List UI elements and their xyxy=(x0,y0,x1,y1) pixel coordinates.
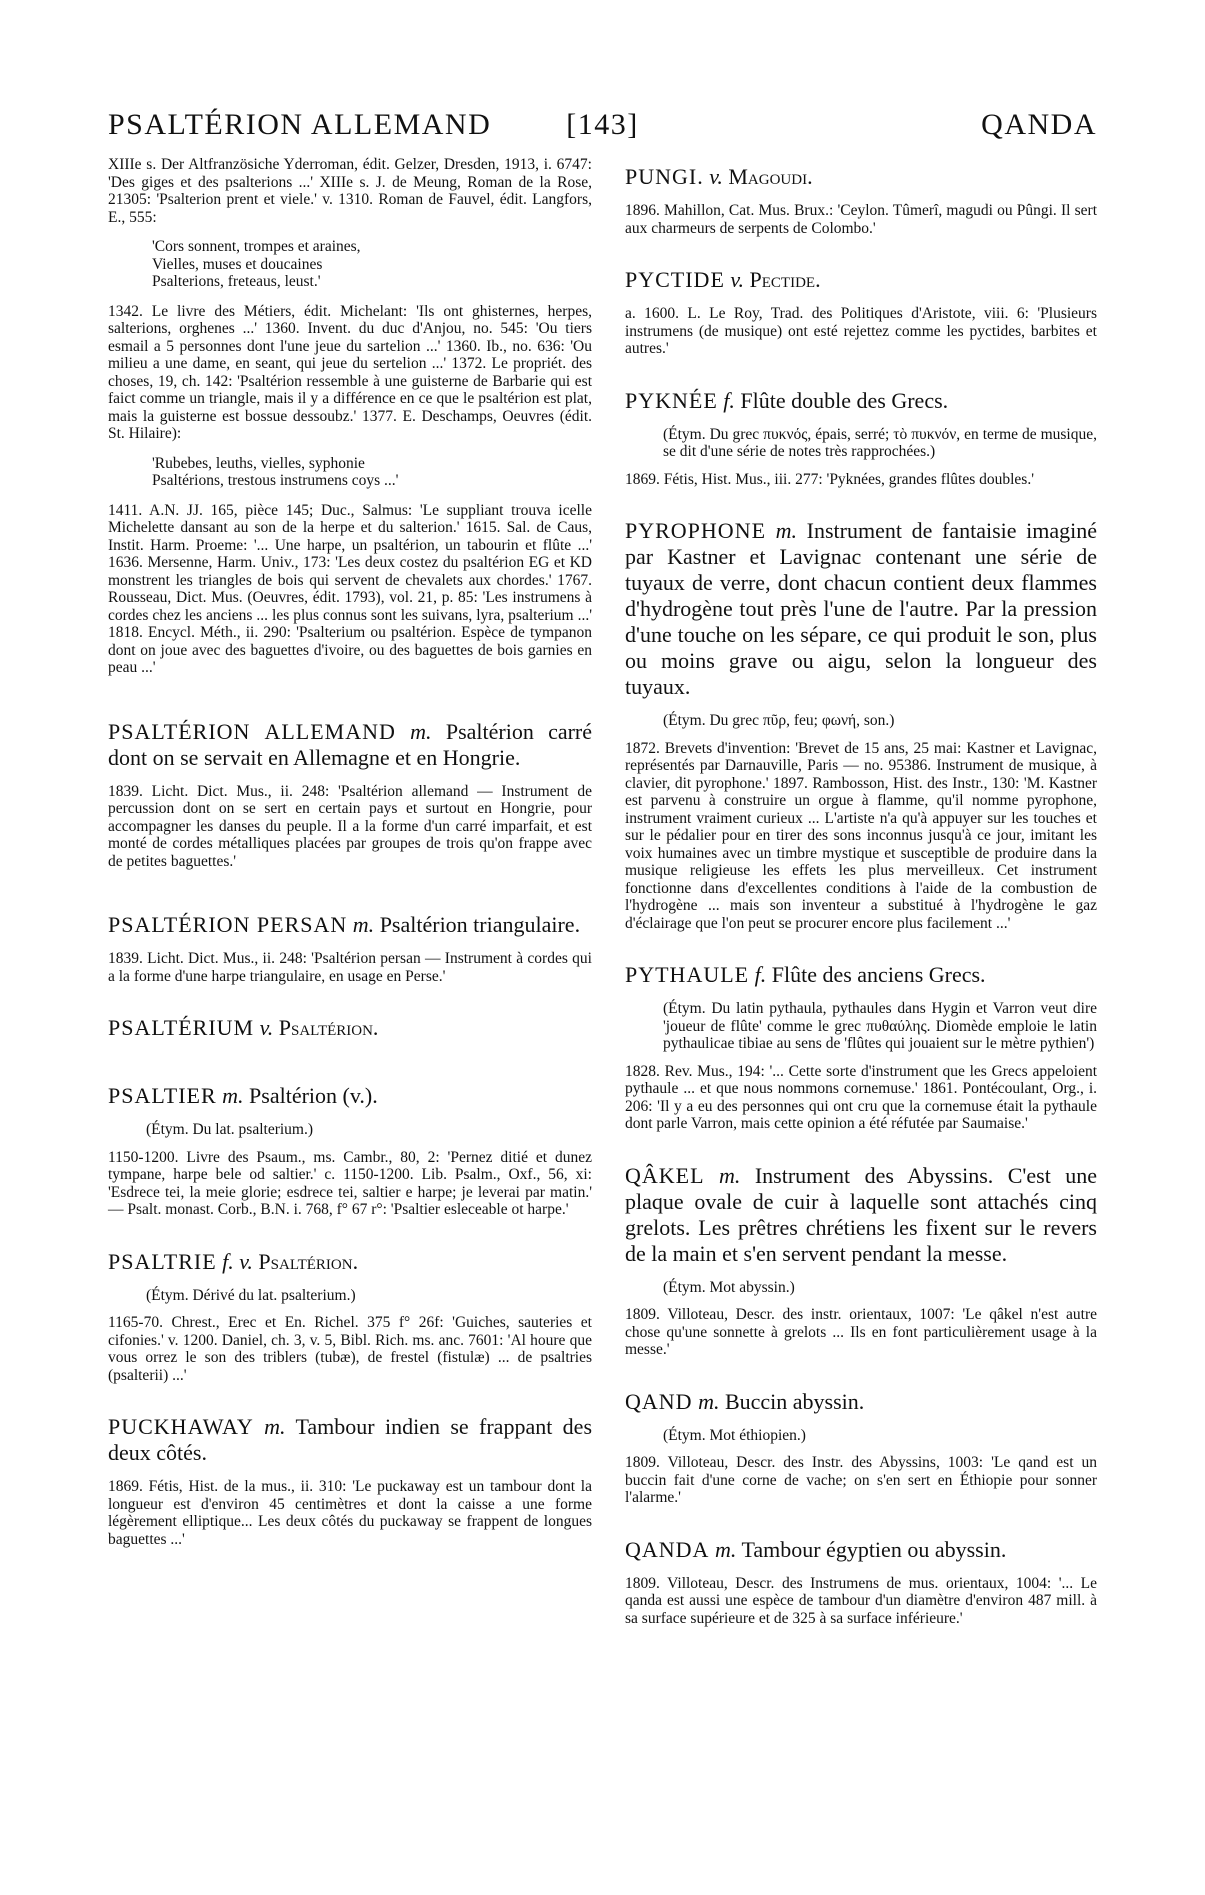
citation: 1869. Fétis, Hist. de la mus., ii. 310: 'Le puckaway est un tambour dont la longueur est d'environ 45 centimètres et dont la caisse a une forme légèrement elliptique... Les deux côtés du puckaway se frappent de longues baguettes ...' xyxy=(108,1478,592,1548)
grammar-label: m. xyxy=(698,1388,720,1414)
running-head xyxy=(108,108,1097,148)
entry-heading xyxy=(625,1389,1097,1415)
grammar-label: v. xyxy=(730,267,745,292)
grammar-label: v. xyxy=(709,164,723,189)
definition: Tambour égyptien ou abyssin. xyxy=(741,1536,1007,1562)
definition: Flûte des anciens Grecs. xyxy=(771,962,986,987)
entry-heading xyxy=(625,164,1097,190)
verse-line: Psalterions, freteaus, leust.' xyxy=(152,273,321,290)
entry-heading xyxy=(625,1163,1097,1267)
headword: PSALTRIE xyxy=(108,1248,217,1274)
grammar-label: v. xyxy=(259,1015,274,1040)
headword: QAND xyxy=(625,1388,693,1414)
entry-pyctide xyxy=(625,267,1097,358)
entry-qakel xyxy=(625,1163,1097,1359)
grammar-label: f. v. xyxy=(222,1248,253,1274)
running-head-left: PSALTÉRION ALLEMAND xyxy=(108,108,492,141)
etymology: (Étym. Mot éthiopien.) xyxy=(663,1426,806,1444)
entry-heading xyxy=(108,1414,592,1466)
cross-reference: Psaltérion. xyxy=(258,1248,359,1274)
grammar-label: m. xyxy=(718,1162,741,1188)
citation: 1809. Villoteau, Descr. des Instr. des Abyssins, 1003: 'Le qand est un buccin fait d'une corne de vache; on s'en sert en Éthiopie pour sonner l'alarme.' xyxy=(625,1454,1097,1506)
cross-reference: Magoudi. xyxy=(728,164,813,189)
entry-heading xyxy=(625,962,1097,988)
headword: PYKNÉE xyxy=(625,387,718,413)
etymology: (Étym. Du lat. psalterium.) xyxy=(146,1121,314,1138)
etymology: (Étym. Mot abyssin.) xyxy=(663,1278,795,1296)
etymology: (Étym. Du latin pythaula, pythaules dans Hygin et Varron veut dire 'joueur de flûte' comme le grec πυθαύλης. Diomède emploie le latin pythaulicae tibiae au sens de 'flûtes qui jouaient sur le mètre pythien') xyxy=(663,1000,1097,1052)
continued-citations-3: 1411. A.N. JJ. 165, pièce 145; Duc., Salmus: 'Le suppliant trouva icelle Michelette dansant au son de la herpe et du salterion.' 1615. Sal. de Caus, Instit. Harm. Proeme: '... Une harpe, un psaltérion, un tabourin et flûte ...' 1636. Mersenne, Harm. Univ., 173: 'Les deux costez du psaltérion EG et KD monstrent les triangles de bois qui servent de chevalets aux chordes.' 1767. Rousseau, Dict. Mus. (Oeuvres, édit. 1793), vol. 21, p. 85: 'Les instrumens à cordes chez les anciens ... les plus connus sont les suivans, lyra, psalterium ...' 1818. Encycl. Méth., ii. 290: 'Psalterium ou psaltérion. Espèce de tympanon dont on joue avec des baguettes d'ivoire, ou des baguettes de bois garnies en peau ...' xyxy=(108,501,592,676)
right-column xyxy=(625,156,1097,1627)
citation: 1828. Rev. Mus., 194: '... Cette sorte d'instrument que les Grecs appeloient pythaule ... et que nous nommons cornemuse.' 1861. Pontécoulant, Org., i. 206: 'Il y a eu des personnes qui ont cru que la cornemuse était la pythaule dont parle Varron, mais cette opinion a été réfutée par Saumaise.' xyxy=(625,1062,1097,1132)
entry-heading xyxy=(625,267,1097,293)
headword: PUCKHAWAY xyxy=(108,1414,254,1439)
cross-reference: Psaltérion. xyxy=(278,1015,379,1040)
etymology: (Étym. Du grec πῦρ, feu; φωνή, son.) xyxy=(663,712,895,729)
continued-citations-1: XIIIe s. Der Altfranzösiche Yderroman, édit. Gelzer, Dresden, 1913, i. 6747: 'Des giges et des psalterions ...' XIIIe s. J. de Meung, Roman de la Rose, 21305: 'Psalterion prent et viele.' v. 1310. Roman de Fauvel, édit. Langfors, E., 555: xyxy=(108,156,592,226)
entry-pyknee xyxy=(625,388,1097,489)
citation: 1872. Brevets d'invention: 'Brevet de 15 ans, 25 mai: Kastner et Lavignac, représentés par Darnauville, Paris — no. 95386. Instrument de musique, à clavier, dit pyrophone.' 1897. Rambosson, Hist. des Instr., 130: 'M. Kastner est parvenu à construire un orgue à flamme, qu'il nomme pyrophone, instrument vraiment curieux ... L'artiste n'a qu'à appuyer sur les touches et sur le pédalier pour en tirer des sons inconnus jusqu'à ce jour, imitant les voix humaines avec un timbre mystique et susceptible de produire dans la musique religieuse les effets les plus merveilleux. Cet instrument fonctionne dans d'excellentes conditions à l'aide de la combustion de l'hydrogène ... mais son inventeur a substitué à l'hydrogène le gaz d'éclairage que l'on peut se procurer encore plus facilement ...' xyxy=(625,739,1097,932)
entry-qanda xyxy=(625,1537,1097,1628)
citation: a. 1600. L. Le Roy, Trad. des Politiques d'Aristote, viii. 6: 'Plusieurs instrumens (de musique) ont esté rejettez comme les pyctides, barbites et autres.' xyxy=(625,305,1097,357)
headword: PYROPHONE xyxy=(625,518,767,543)
definition: Psaltérion (v.). xyxy=(249,1083,378,1108)
grammar-label: m. xyxy=(410,718,432,744)
entry-psalterion-allemand xyxy=(108,719,592,871)
definition: Buccin abyssin. xyxy=(724,1388,865,1414)
citation: 1896. Mahillon, Cat. Mus. Brux.: 'Ceylon. Tûmerî, magudi ou Pûngi. Il sert aux charmeurs de serpents de Colombo.' xyxy=(625,202,1097,237)
definition: Tambour indien se frappant des deux côtés. xyxy=(108,1414,593,1465)
verse-line: 'Rubebes, leuths, vielles, syphonie xyxy=(152,454,365,472)
entry-psaltier xyxy=(108,1083,592,1219)
definition: Instrument des Abyssins. C'est une plaque ovale de cuir à laquelle sont attachés cinq grelots. Les prêtres chrétiens les fixent sur le revers de la main et s'en servent pendant la messe. xyxy=(625,1162,1098,1266)
headword: PYTHAULE xyxy=(625,962,750,987)
grammar-label: m. xyxy=(775,518,798,543)
verse-line: Vielles, muses et doucaines xyxy=(152,255,323,273)
headword: PSALTÉRIUM xyxy=(108,1015,255,1040)
citation: 1869. Fétis, Hist. Mus., iii. 277: 'Pyknées, grandes flûtes doubles.' xyxy=(625,470,1035,488)
grammar-label: m. xyxy=(264,1414,286,1439)
grammar-label: m. xyxy=(714,1536,737,1562)
entry-pythaule xyxy=(625,962,1097,1133)
entry-heading xyxy=(108,912,592,938)
definition: Psaltérion triangulaire. xyxy=(379,912,581,937)
headword: PUNGI. xyxy=(625,164,704,189)
continued-citations-2: 1342. Le livre des Métiers, édit. Michelant: 'Ils ont ghisternes, herpes, salterions, orghenes ...' 1360. Invent. du duc d'Anjou, no. 545: 'Ou tiers esmail a 5 personnes dont l'une jeue du sartelion ...' 1360. Ib., no. 636: 'Ou milieu a une dame, en seant, qui jeue du sertelion ...' 1372. Le propriét. des choses, 19, ch. 142: 'Psaltérion ressemble à une guisterne de Barbarie qui est faict comme un triangle, mais il y a différence en ce que le psaltérion est plat, mais la guisterne est bossue dessoubz.' 1377. E. Deschamps, Oeuvres (édit. St. Hilaire): xyxy=(108,302,592,442)
entry-psalterion-persan xyxy=(108,912,592,985)
verse-line: 'Cors sonnent, trompes et araines, xyxy=(152,238,361,255)
grammar-label: m. xyxy=(222,1083,244,1108)
entry-heading xyxy=(625,518,1097,700)
entry-heading xyxy=(108,719,592,771)
page-number: [143] xyxy=(566,108,639,141)
citation: 1809. Villoteau, Descr. des Instrumens de mus. orientaux, 1004: '... Le qanda est aussi une espèce de tambour d'un diamètre d'environ 487 mill. à sa surface supérieure et de 325 à sa surface inférieure.' xyxy=(625,1574,1097,1627)
etymology: (Étym. Dérivé du lat. psalterium.) xyxy=(146,1286,356,1304)
definition: Instrument de fantaisie imaginé par Kastner et Lavignac contenant une série de tuyaux de verre, dont chacun contient deux flammes d'hydrogène tout près l'une de l'autre. Par la pression d'une touche on les sépare, ce qui produit le son, plus ou moins grave ou aigu, selon la longueur des tuyaux. xyxy=(625,518,1098,699)
headword: PSALTÉRION ALLEMAND xyxy=(108,718,396,744)
entry-puckhaway xyxy=(108,1414,592,1548)
citation: 1150-1200. Livre des Psaum., ms. Cambr., 80, 2: 'Pernez ditié et dunez tympane, harpe bele od saltier.' c. 1150-1200. Lib. Psalm., Oxf., 56, xi: 'Esdrece tei, la meie glorie; esdrece tei, saltier e harpe; je leverai par matin.' — Psalt. monast. Corb., B.N. i. 768, f° 67 r°: 'Psaltier esleceable ot harpe.' xyxy=(108,1148,592,1218)
headword: PSALTIER xyxy=(108,1083,217,1108)
grammar-label: f. xyxy=(754,962,767,987)
running-head-right: QANDA xyxy=(981,108,1097,141)
entry-qand xyxy=(625,1389,1097,1507)
citation: 1839. Licht. Dict. Mus., ii. 248: 'Psaltérion persan — Instrument à cordes qui a la forme d'une harpe triangulaire, en usage en Perse.' xyxy=(108,950,592,985)
entry-heading xyxy=(625,1537,1097,1563)
headword: QÂKEL xyxy=(625,1162,705,1188)
grammar-label: f. xyxy=(723,387,735,413)
entry-heading xyxy=(108,1015,592,1041)
entry-psaltrie xyxy=(108,1249,592,1385)
entry-heading xyxy=(108,1083,592,1109)
entry-heading xyxy=(625,388,1097,414)
cross-reference: Pectide. xyxy=(749,267,821,292)
definition: Flûte double des Grecs. xyxy=(740,387,949,413)
headword: PSALTÉRION PERSAN xyxy=(108,912,348,937)
entry-pyrophone xyxy=(625,518,1097,932)
left-column xyxy=(108,156,592,1548)
citation: 1839. Licht. Dict. Mus., ii. 248: 'Psaltérion allemand — Instrument de percussion dont on se sert en certain pays et surtout en Hongrie, pour accompagner les danses du peuple. Il a la forme d'un carré imparfait, et est monté de cordes métalliques placées par groupes de trois qu'on frappe avec de petites baguettes.' xyxy=(108,782,592,870)
grammar-label: m. xyxy=(352,912,375,937)
entry-heading xyxy=(108,1249,592,1275)
entry-pungi xyxy=(625,164,1097,237)
etymology: (Étym. Du grec πυκνός, épais, serré; τὸ πυκνόν, en terme de musique, se dit d'une série de notes très rapprochées.) xyxy=(663,425,1097,460)
citation: 1809. Villoteau, Descr. des instr. orientaux, 1007: 'Le qâkel n'est autre chose qu'une sonnette à grelots ... Ils en font particulièrement usage à la messe.' xyxy=(625,1306,1097,1358)
verse-line: Psaltérions, trestous instrumens coys ...' xyxy=(152,472,399,489)
definition: Psaltérion carré dont on se servait en Allemagne et en Hongrie. xyxy=(108,718,593,770)
headword: PYCTIDE xyxy=(625,267,725,292)
citation: 1165-70. Chrest., Erec et En. Richel. 375 f° 26f: 'Guiches, sauteries et cifonies.' v. 1200. Daniel, ch. 3, v. 5, Bibl. Rich. ms. anc. 7601: 'Al houre que vous orrez le son des triblers (tubæ), de frestel (fistulæ) ... de psaltries (psalterii) ...' xyxy=(108,1314,592,1384)
headword: QANDA xyxy=(625,1536,710,1562)
entry-psalterium xyxy=(108,1015,592,1041)
